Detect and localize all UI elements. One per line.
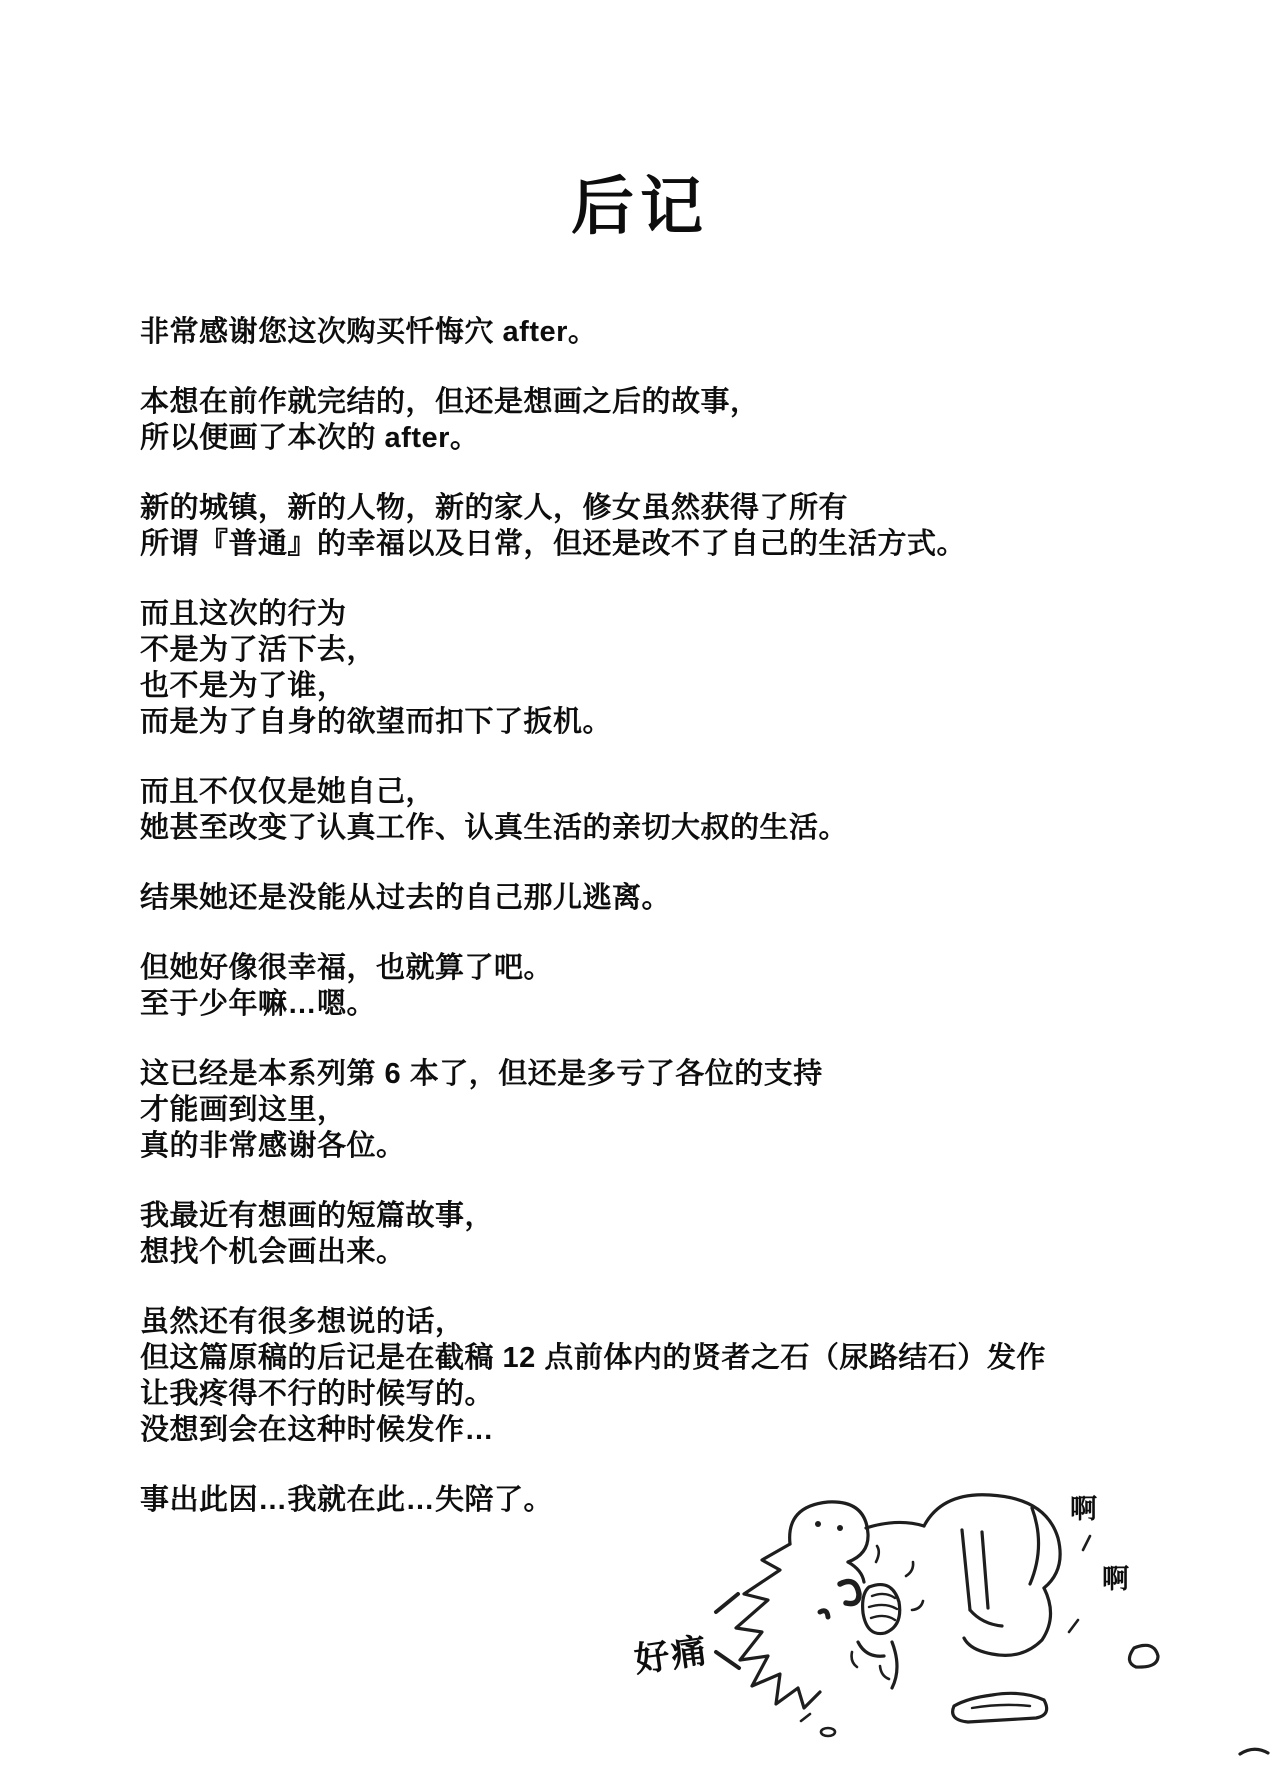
text-line: 没想到会在这种时候发作… <box>140 1414 495 1446</box>
text-line: 非常感谢您这次购买忏悔穴 after。 <box>140 316 598 348</box>
text-line: 至于少年嘛…嗯。 <box>140 988 377 1020</box>
text-line: 真的非常感谢各位。 <box>140 1130 406 1162</box>
text-line: 这已经是本系列第 6 本了，但还是多亏了各位的支持 <box>140 1058 823 1090</box>
paragraph <box>140 1198 1200 1270</box>
text-line: 所谓『普通』的幸福以及日常，但还是改不了自己的生活方式。 <box>140 528 967 560</box>
text-line: 让我疼得不行的时候写的。 <box>140 1378 495 1410</box>
pain-doodle-sketch <box>640 1490 1280 1791</box>
text-line: 新的城镇，新的人物，新的家人，修女虽然获得了所有 <box>140 492 849 524</box>
text-line: 所以便画了本次的 after。 <box>140 422 480 454</box>
text-line: 而且不仅仅是她自己， <box>140 776 436 808</box>
paragraph <box>140 490 1200 562</box>
doodle-slipper <box>953 1693 1047 1722</box>
text-line: 我最近有想画的短篇故事， <box>140 1200 495 1232</box>
paragraph <box>140 1304 1200 1448</box>
text-line: 而且这次的行为 <box>140 598 347 630</box>
paragraph <box>140 596 1200 740</box>
text-line: 才能画到这里， <box>140 1094 347 1126</box>
pain-label: 好痛 <box>631 1631 711 1680</box>
doodle-mouth <box>863 1585 900 1634</box>
text-line: 事出此因…我就在此…失陪了。 <box>140 1484 554 1516</box>
text-line: 但这篇原稿的后记是在截稿 12 点前体内的贤者之石（尿路结石）发作 <box>140 1342 1046 1374</box>
paragraph <box>140 314 1200 350</box>
page-title: 后记 <box>571 172 709 243</box>
text-line: 虽然还有很多想说的话， <box>140 1306 465 1338</box>
afterword-text <box>140 314 1200 1552</box>
text-line: 结果她还是没能从过去的自己那儿逃离。 <box>140 882 672 914</box>
paragraph <box>140 774 1200 846</box>
text-line: 她甚至改变了认真工作、认真生活的亲切大叔的生活。 <box>140 812 849 844</box>
paragraph <box>140 1056 1200 1164</box>
paragraph <box>140 880 1200 916</box>
text-line: 也不是为了谁， <box>140 670 347 702</box>
doodle-head <box>790 1502 868 1562</box>
text-line: 但她好像很幸福，也就算了吧。 <box>140 952 554 984</box>
groan-label-top: 啊 <box>1070 1494 1097 1524</box>
paragraph <box>140 384 1200 456</box>
doodle-hair <box>736 1544 820 1708</box>
text-line: 不是为了活下去， <box>140 634 377 666</box>
text-line: 而是为了自身的欲望而扣下了扳机。 <box>140 706 613 738</box>
paragraph <box>140 950 1200 1022</box>
text-line: 本想在前作就完结的，但还是想画之后的故事， <box>140 386 760 418</box>
text-line: 想找个机会画出来。 <box>140 1236 406 1268</box>
groan-label-bottom: 啊 <box>1102 1564 1129 1594</box>
